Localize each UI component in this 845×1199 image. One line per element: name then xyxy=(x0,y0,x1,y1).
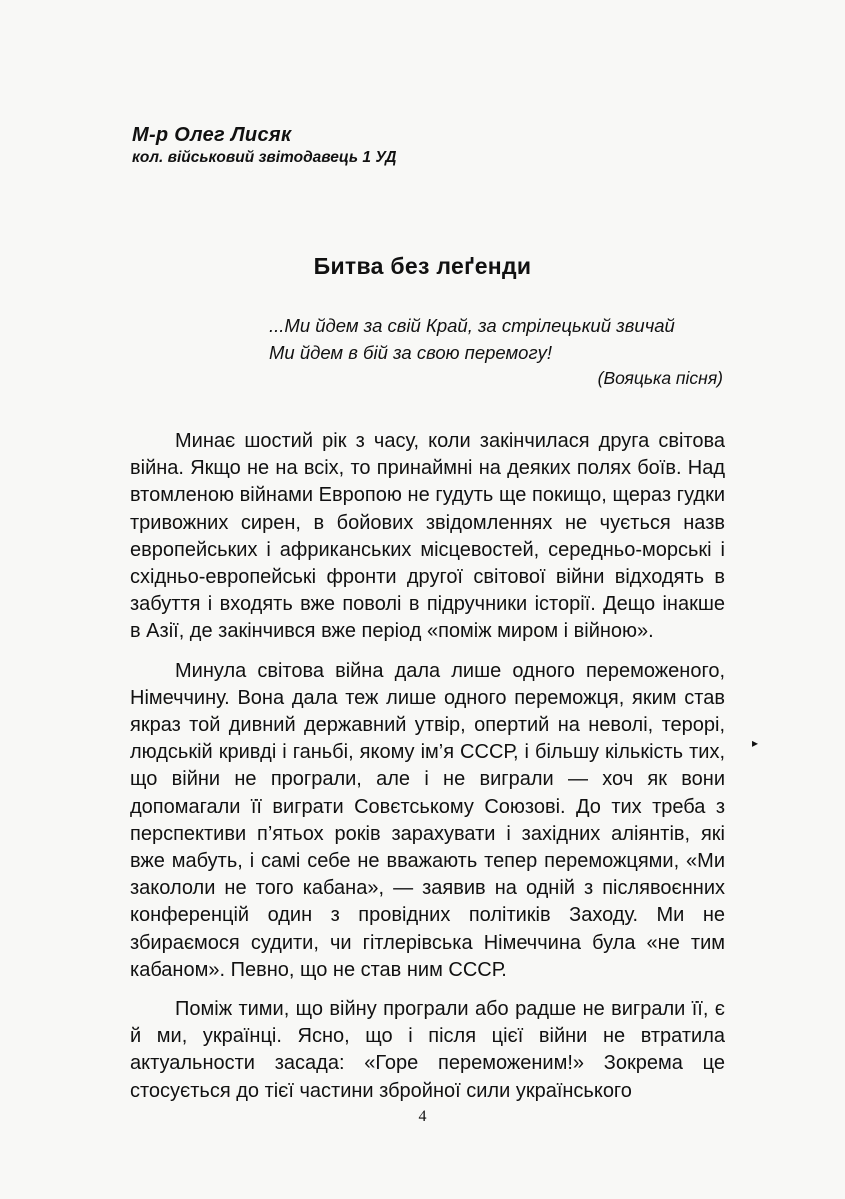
epigraph-line-2: Ми йдем в бій за свою перемогу! xyxy=(269,342,552,363)
epigraph-source: (Вояцька пісня) xyxy=(597,368,723,388)
author-name: М-р Олег Лисяк xyxy=(132,124,292,146)
article-body xyxy=(130,428,725,1117)
epigraph xyxy=(269,312,675,366)
author-role: кол. військовий звітодавець 1 УД xyxy=(132,149,397,166)
paragraph-2: Минула світова війна дала лише одного переможеного, Німеччину. Вона дала теж лише одного переможця, яким став якраз той дивний державний утвір, опертий на неволі, терорі, людській кривді і ганьбі, якому ім’я СССР, і більшу кількість тих, що війни не програли, але і не виграли — хоч як вони допомагали її виграти Совєтському Союзові. До тих треба з перспективи п’ятьох років зарахувати і західних аліянтів, які вже мабуть, і самі себе не вважають тепер переможцями, «Ми закололи не того кабана», — заявив на одній з післявоєнних конференцій один з провідних політиків Заходу. Ми не збираємося судити, чи гітлерівська Німеччина була «не тим кабаном». Певно, що не став ним СССР. xyxy=(130,659,725,981)
author-block xyxy=(132,124,396,167)
margin-mark: ▸ xyxy=(752,736,759,750)
paragraph-1: Минає шостий рік з часу, коли закінчилася друга світова війна. Якщо не на всіх, то принаймні на деяких полях боїв. Над втомленою війнами Европою не гудуть ще покищо, щераз гудки тривожних сирен, в бойових звідомленнях не чується назв европейських і африканських місцевостей, середньо-морські і східньо-европейські фронти другої світової війни відходять в забуття і входять вже поволі в підручники історії. Дещо інакше в Азії, де закінчився вже період «поміж миром і війною». xyxy=(130,430,725,643)
article-title: Битва без леґенди xyxy=(313,253,532,279)
paragraph-3: Поміж тими, що війну програли або радше не виграли її, є й ми, українці. Ясно, що і після цієї війни не втратила актуальности засада: «Горе переможеним!» Зокрема це стосується до тієї частини збройної сили українського xyxy=(130,998,725,1102)
page-number: 4 xyxy=(418,1108,427,1125)
epigraph-line-1: ...Ми йдем за свій Край, за стрілецький звичай xyxy=(269,315,675,336)
